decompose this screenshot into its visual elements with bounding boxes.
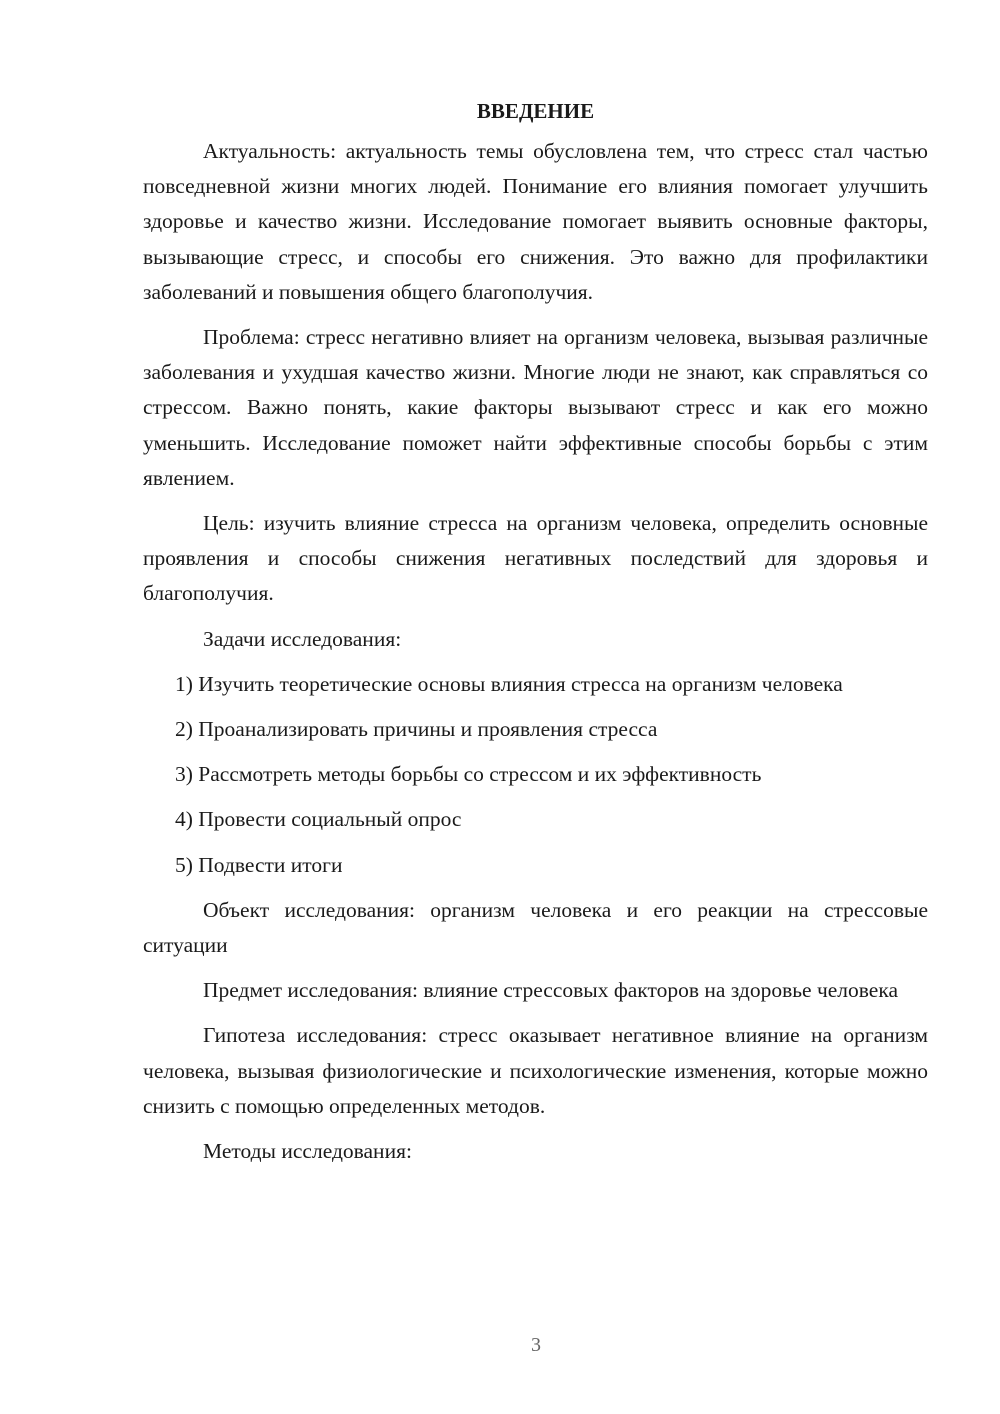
goal-paragraph: Цель: изучить влияние стресса на организм человека, определить основные проявления и способы снижения негативных последствий для здоровья и благополучия. — [143, 511, 928, 606]
tasks-list — [143, 667, 928, 883]
object-paragraph: Объект исследования: организм человека и его реакции на стрессовые ситуации — [143, 897, 928, 958]
page-number: 3 — [531, 1334, 541, 1356]
hypothesis-paragraph: Гипотеза исследования: стресс оказывает негативное влияние на организм человека, вызывая физиологические и психологические изменения, которые можно снизить с помощью определенных методов. — [143, 1023, 928, 1118]
section-heading: ВВЕДЕНИЕ — [476, 99, 595, 123]
list-item: 2) Проанализировать причины и проявления стресса — [175, 717, 658, 742]
problem-paragraph: Проблема: стресс негативно влияет на организм человека, вызывая различные заболевания и ухудшая качество жизни. Многие люди не знают, как справляться со стрессом. Важно понять, какие факторы вызывают стресс и как его можно уменьшить. Исследование поможет найти эффективные способы борьбы с этим явлением. — [143, 325, 928, 490]
methods-title: Методы исследования: — [203, 1139, 412, 1164]
document-page — [143, 96, 928, 1179]
list-item: 4) Провести социальный опрос — [175, 807, 462, 832]
tasks-title: Задачи исследования: — [203, 626, 402, 651]
list-item: 5) Подвести итоги — [175, 852, 343, 877]
subject-paragraph: Предмет исследования: влияние стрессовых факторов на здоровье человека — [203, 978, 899, 1003]
relevance-paragraph: Актуальность: актуальность темы обусловлена тем, что стресс стал частью повседневной жизни многих людей. Понимание его влияния помогает улучшить здоровье и качество жизни. Исследование помогает выявить основные факторы, вызывающие стресс, и способы его снижения. Это важно для профилактики заболеваний и повышения общего благополучия. — [143, 139, 928, 304]
list-item: 3) Рассмотреть методы борьбы со стрессом и их эффективность — [175, 762, 762, 787]
list-item: 1) Изучить теоретические основы влияния стресса на организм человека — [175, 671, 843, 696]
